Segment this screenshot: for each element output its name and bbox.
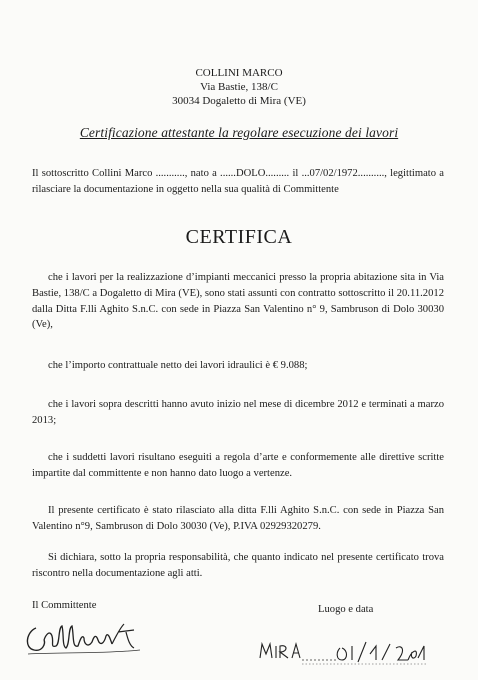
clause-amount: che l’importo contrattuale netto dei lavori idraulici è € 9.088; xyxy=(48,360,308,371)
place-date-label: Luogo e data xyxy=(318,604,374,615)
committente-label: Il Committente xyxy=(32,600,97,611)
intro-paragraph: Il sottoscritto Collini Marco ..........., nato a ......DOLO......... il ...07/02/1972.........., legittimato a rilasciare la documentazione in oggetto nella sua qualità di Committente xyxy=(32,168,444,195)
handwritten-place-date xyxy=(258,638,428,668)
document-title: Certificazione attestante la regolare esecuzione dei lavori xyxy=(79,125,399,140)
clause-works-contract: che i lavori per la realizzazione d’impianti meccanici presso la propria abitazione sita in Via Bastie, 138/C a Dogaletto di Mira (VE), sono stati assunti con contratto sottoscritto il 20.11.2012 dalla Ditta F.lli Aghito S.n.C. con sede in Piazza San Valentino n° 9, Sambruson di Dolo 30030 (Ve), xyxy=(32,272,444,331)
sender-name: COLLINI MARCO xyxy=(195,67,283,79)
sender-header xyxy=(0,66,478,108)
clause-dates: che i lavori sopra descritti hanno avuto inizio nel mese di dicembre 2012 e terminati a marzo 2013; xyxy=(32,399,444,426)
clause-conformity: che i suddetti lavori risultano eseguiti a regola d’arte e conformemente alle direttive scritte impartite dal committente e non hanno dato luogo a vertenze. xyxy=(32,452,444,479)
handwritten-signature xyxy=(22,614,142,658)
certifica-heading: CERTIFICA xyxy=(185,226,293,248)
clause-declaration: Si dichiara, sotto la propria responsabilità, che quanto indicato nel presente certificato trova riscontro nella documentazione agli atti. xyxy=(32,552,444,579)
clause-issued-to: Il presente certificato è stato rilasciato alla ditta F.lli Aghito S.n.C. con sede in Piazza San Valentino n°9, Sambruson di Dolo 30030 (Ve), P.IVA 02929320279. xyxy=(32,505,444,532)
sender-city: 30034 Dogaletto di Mira (VE) xyxy=(172,95,306,107)
sender-street: Via Bastie, 138/C xyxy=(200,81,278,93)
